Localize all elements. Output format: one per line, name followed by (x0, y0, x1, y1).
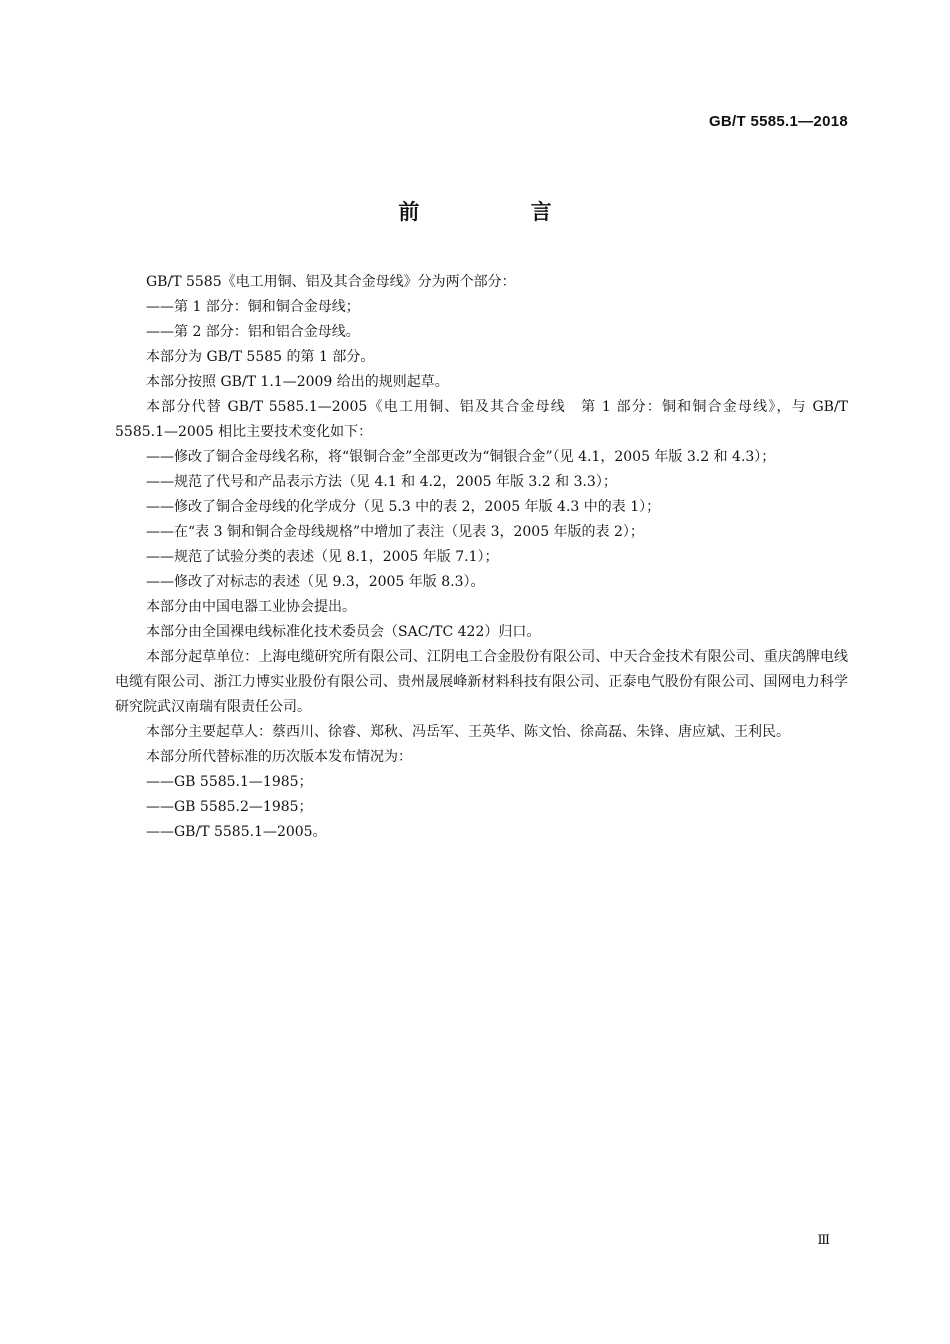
page-number: Ⅲ (817, 1233, 830, 1248)
paragraph: 本部分为 GB/T 5585 的第 1 部分。 (146, 349, 375, 365)
paragraph: 本部分代替 GB/T 5585.1—2005《电工用铜、铝及其合金母线 第 1 部分：铜和铜合金母线》，与 GB/T 5585.1—2005 相比主要技术变化如下： (115, 399, 848, 440)
foreword-body (115, 270, 848, 845)
list-item: ——第 2 部分：铝和铝合金母线。 (146, 324, 360, 340)
paragraph: 本部分所代替标准的历次版本发布情况为： (146, 749, 412, 765)
list-item: ——修改了铜合金母线的化学成分（见 5.3 中的表 2，2005 年版 4.3 中的表 1）； (146, 499, 661, 515)
list-item: ——修改了铜合金母线名称，将“银铜合金”全部更改为“铜银合金”（见 4.1，2005 年版 3.2 和 4.3）； (146, 449, 776, 465)
page-title: 前 言 (398, 200, 604, 224)
list-item: ——规范了代号和产品表示方法（见 4.1 和 4.2，2005 年版 3.2 和 3.3）； (146, 474, 617, 490)
paragraph: 本部分主要起草人：蔡西川、徐睿、郑秋、冯岳军、王英华、陈文怡、徐高磊、朱锋、唐应斌、王利民。 (146, 724, 790, 740)
paragraph: 本部分起草单位：上海电缆研究所有限公司、江阴电工合金股份有限公司、中天合金技术有限公司、重庆鸽牌电线电缆有限公司、浙江力博实业股份有限公司、贵州晟展峰新材料科技有限公司、正泰电气股份有限公司、国网电力科学研究院武汉南瑞有限责任公司。 (115, 649, 848, 715)
list-item: ——在“表 3 铜和铜合金母线规格”中增加了表注（见表 3，2005 年版的表 2）； (146, 524, 644, 540)
paragraph: 本部分由中国电器工业协会提出。 (146, 599, 356, 615)
list-item: ——第 1 部分：铜和铜合金母线； (146, 299, 360, 315)
paragraph: 本部分按照 GB/T 1.1—2009 给出的规则起草。 (146, 374, 449, 390)
list-item: ——GB/T 5585.1—2005。 (146, 824, 327, 840)
list-item: ——GB 5585.1—1985； (146, 774, 313, 790)
standard-code: GB/T 5585.1—2018 (708, 113, 848, 130)
paragraph: GB/T 5585《电工用铜、铝及其合金母线》分为两个部分： (146, 274, 516, 290)
list-item: ——GB 5585.2—1985； (146, 799, 313, 815)
list-item: ——规范了试验分类的表述（见 8.1，2005 年版 7.1）； (146, 549, 499, 565)
paragraph: 本部分由全国裸电线标准化技术委员会（SAC/TC 422）归口。 (146, 624, 541, 640)
list-item: ——修改了对标志的表述（见 9.3，2005 年版 8.3）。 (146, 574, 485, 590)
